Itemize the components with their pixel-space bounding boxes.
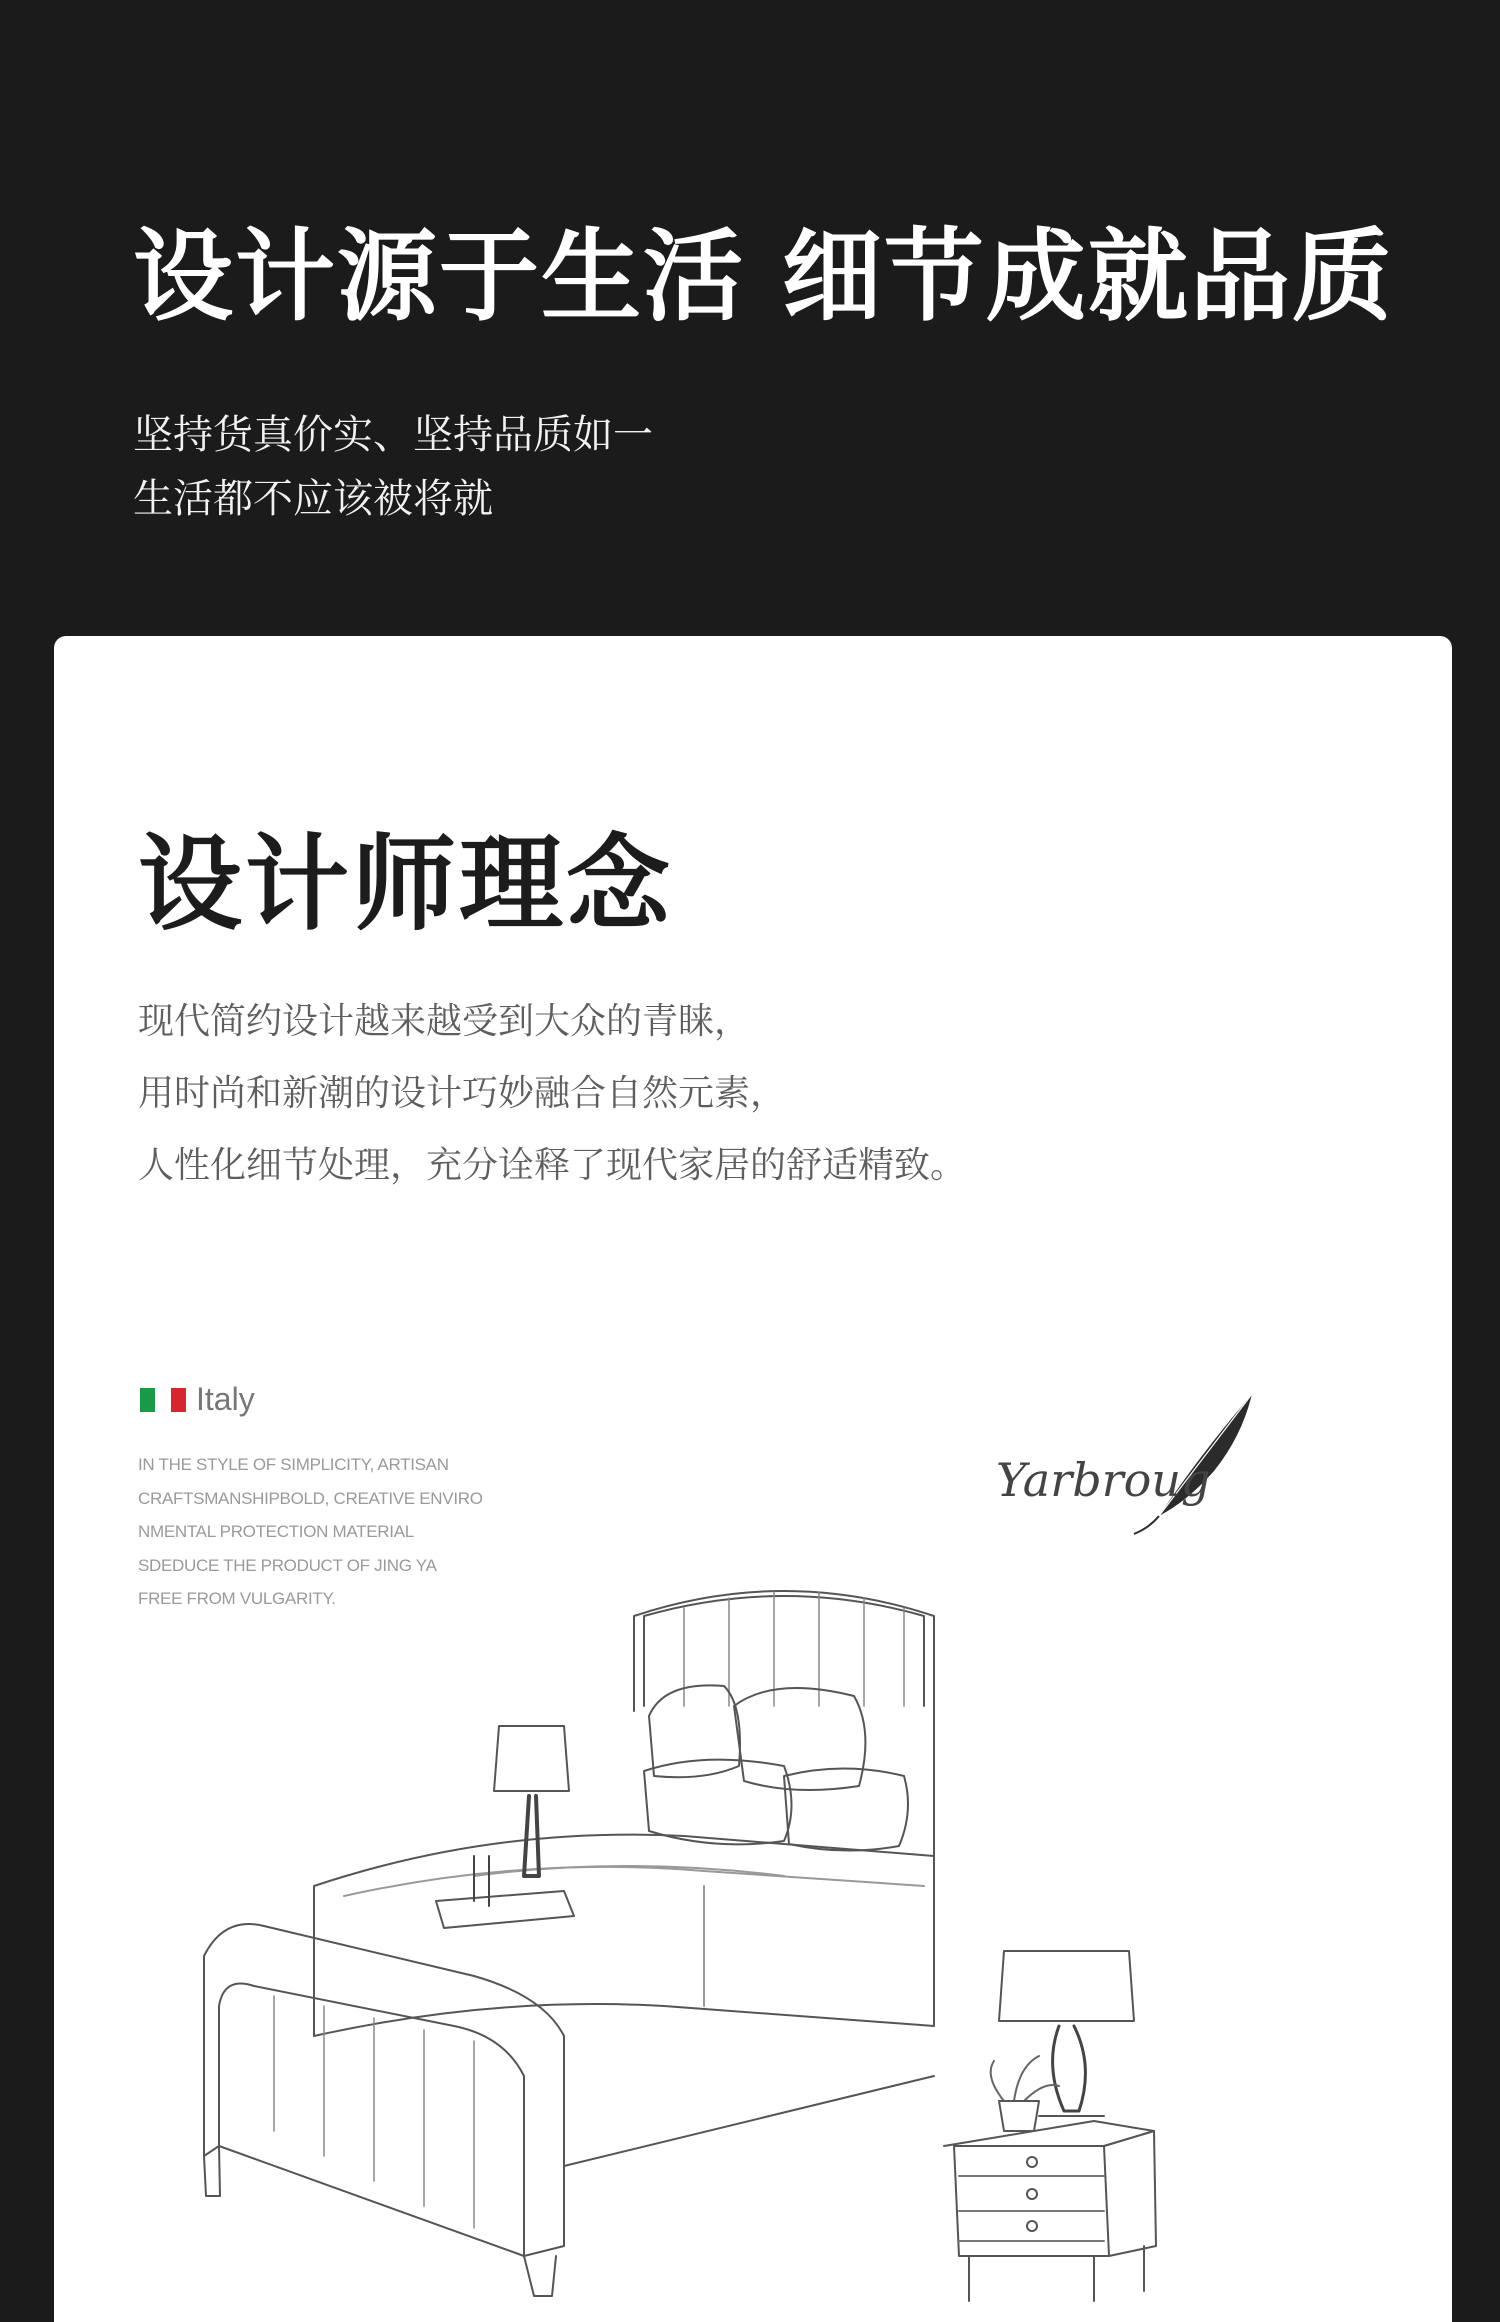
slogan-line: FREE FROM VULGARITY.: [138, 1589, 336, 1608]
signature-logo: [984, 1366, 1284, 1546]
designer-concept-card: [54, 636, 1452, 2322]
description-line: 用时尚和新潮的设计巧妙融合自然元素，: [138, 1073, 787, 1114]
slogan-line: SDEDUCE THE PRODUCT OF JING YA: [138, 1555, 437, 1575]
card-title: 设计师理念: [138, 822, 674, 945]
card-description: [138, 986, 966, 1202]
hero-subtitle-line: 生活都不应该被将就: [133, 476, 493, 522]
description-line: 现代简约设计越来越受到大众的青睐，: [138, 1001, 751, 1042]
origin-label: Italy: [196, 1381, 255, 1417]
origin-badge: [140, 1381, 255, 1418]
slogan-line: NMENTAL PROTECTION MATERIAL: [138, 1522, 414, 1541]
hero-subtitle-line: 坚持货真价实、坚持品质如一: [133, 412, 653, 458]
signature-text: Yarbroug: [996, 1453, 1211, 1507]
hero-subtitle: [133, 403, 653, 531]
hero-title: 设计源于生活 细节成就品质: [133, 218, 1394, 335]
bed-sketch-icon: [144, 1556, 1344, 2322]
italy-flag-icon: [140, 1388, 186, 1412]
description-line: 人性化细节处理，充分诠释了现代家居的舒适精致。: [138, 1145, 967, 1186]
slogan-line: CRAFTSMANSHIPBOLD, CREATIVE ENVIRO: [138, 1488, 483, 1508]
slogan-line: IN THE STYLE OF SIMPLICITY, ARTISAN: [138, 1455, 449, 1474]
